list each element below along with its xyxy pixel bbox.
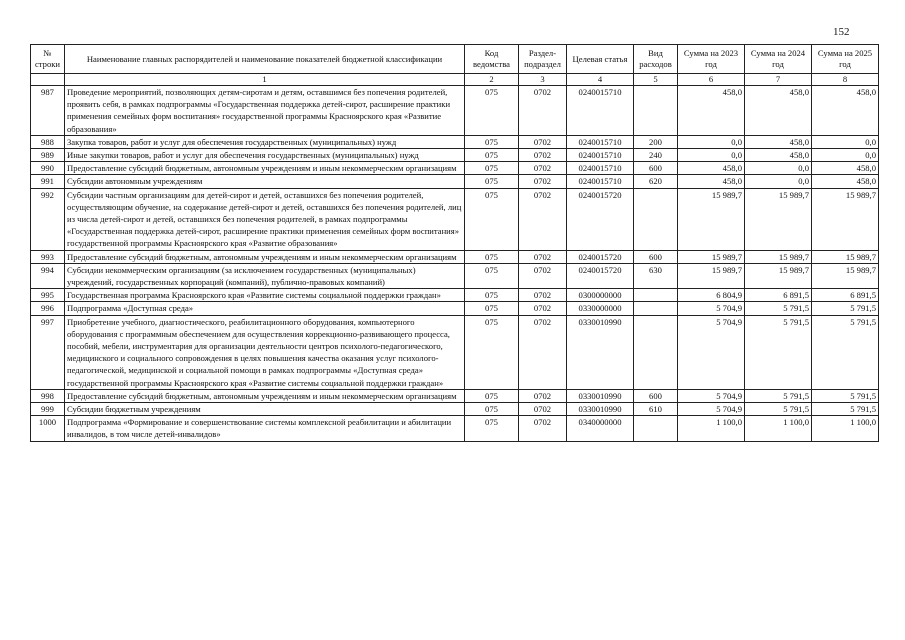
row-name: Иные закупки товаров, работ и услуг для обеспечения государственных (муниципальных) нужд [65, 149, 465, 162]
budget-table [30, 44, 879, 442]
row-name: Субсидии бюджетным учреждениям [65, 403, 465, 416]
row-expense-type: 610 [634, 403, 678, 416]
row-name: Подпрограмма «Доступная среда» [65, 302, 465, 315]
row-expense-type: 240 [634, 149, 678, 162]
row-name: Приобретение учебного, диагностического, реабилитационного оборудования, компьютерного оборудования с программным обеспечением для осуществления коррекционно-развивающего процесса, пособий, мебели, инструментария для организации деятельности центров психолого-педагогического, медицинского и социального сопровождения в целях повышения качества оказания услуг психолого-педагогической, медицинской и социальной помощи в рамках подпрограммы «Доступная среда» государственной программы Красноярского края «Развитие системы социальной поддержки граждан» [65, 315, 465, 389]
row-number: 1000 [31, 416, 65, 441]
row-expense-type [634, 315, 678, 389]
row-number: 991 [31, 175, 65, 188]
row-sum-2024: 0,0 [745, 175, 812, 188]
row-section: 0702 [519, 250, 567, 263]
header-row-number: № строки [31, 45, 65, 74]
row-number: 990 [31, 162, 65, 175]
row-sum-2024: 458,0 [745, 86, 812, 136]
row-target-article: 0330000000 [567, 302, 634, 315]
row-sum-2024: 15 989,7 [745, 188, 812, 250]
page-number: 152 [833, 26, 850, 38]
header-department-code: Код ведомства [465, 45, 519, 74]
row-department-code: 075 [465, 135, 519, 148]
row-sum-2024: 0,0 [745, 162, 812, 175]
row-number: 988 [31, 135, 65, 148]
row-number: 994 [31, 263, 65, 288]
row-section: 0702 [519, 188, 567, 250]
row-name: Субсидии частным организациям для детей-сирот и детей, оставшихся без попечения родителей, осуществляющим обучение, на содержание детей-сирот и детей, оставшихся без попечения родителей, лиц из числа детей-сирот и детей, оставшихся без попечения родителей, в рамках подпрограммы «Государственная поддержка детей-сирот, расширение практики применения семейных форм воспитания» государственной программы Красноярского края «Развитие образования» [65, 188, 465, 250]
row-sum-2024: 1 100,0 [745, 416, 812, 441]
column-index: 1 [65, 74, 465, 86]
header-section: Раздел-подраздел [519, 45, 567, 74]
row-department-code: 075 [465, 149, 519, 162]
row-sum-2025: 5 791,5 [812, 389, 879, 402]
row-number: 996 [31, 302, 65, 315]
row-name: Государственная программа Красноярского края «Развитие системы социальной поддержки граждан» [65, 289, 465, 302]
row-sum-2023: 458,0 [678, 86, 745, 136]
row-target-article: 0330010990 [567, 403, 634, 416]
row-sum-2024: 15 989,7 [745, 263, 812, 288]
row-sum-2023: 5 704,9 [678, 403, 745, 416]
row-section: 0702 [519, 135, 567, 148]
header-name: Наименование главных распорядителей и наименование показателей бюджетной классификации [65, 45, 465, 74]
row-target-article: 0300000000 [567, 289, 634, 302]
row-sum-2025: 458,0 [812, 86, 879, 136]
row-name: Предоставление субсидий бюджетным, автономным учреждениям и иным некоммерческим организациям [65, 250, 465, 263]
row-sum-2025: 1 100,0 [812, 416, 879, 441]
row-number: 992 [31, 188, 65, 250]
row-department-code: 075 [465, 250, 519, 263]
row-number: 995 [31, 289, 65, 302]
header-sum-2025: Сумма на 2025 год [812, 45, 879, 74]
row-target-article: 0240015720 [567, 188, 634, 250]
row-sum-2023: 0,0 [678, 149, 745, 162]
row-target-article: 0240015720 [567, 263, 634, 288]
table-header-row [31, 45, 879, 74]
row-section: 0702 [519, 403, 567, 416]
row-name: Проведение мероприятий, позволяющих детям-сиротам и детям, оставшимся без попечения родителей, проявить себя, в рамках подпрограммы «Государственная поддержка детей-сирот, расширение практики применения семейных форм воспитания» государственной программы Красноярского края «Развитие образования» [65, 86, 465, 136]
row-department-code: 075 [465, 162, 519, 175]
row-target-article: 0330010990 [567, 389, 634, 402]
row-number: 999 [31, 403, 65, 416]
row-target-article: 0240015720 [567, 250, 634, 263]
row-expense-type [634, 86, 678, 136]
row-number: 997 [31, 315, 65, 389]
row-department-code: 075 [465, 289, 519, 302]
row-section: 0702 [519, 389, 567, 402]
row-expense-type [634, 416, 678, 441]
table-row [31, 416, 879, 441]
row-sum-2025: 458,0 [812, 162, 879, 175]
row-sum-2025: 15 989,7 [812, 250, 879, 263]
table-row [31, 289, 879, 302]
table-row [31, 175, 879, 188]
row-section: 0702 [519, 289, 567, 302]
row-expense-type: 600 [634, 162, 678, 175]
row-target-article: 0340000000 [567, 416, 634, 441]
table-row [31, 149, 879, 162]
row-sum-2024: 458,0 [745, 149, 812, 162]
column-index: 6 [678, 74, 745, 86]
row-sum-2024: 5 791,5 [745, 403, 812, 416]
row-department-code: 075 [465, 263, 519, 288]
row-number: 987 [31, 86, 65, 136]
row-sum-2023: 1 100,0 [678, 416, 745, 441]
row-department-code: 075 [465, 416, 519, 441]
row-department-code: 075 [465, 175, 519, 188]
row-section: 0702 [519, 416, 567, 441]
table-row [31, 188, 879, 250]
row-sum-2025: 5 791,5 [812, 315, 879, 389]
table-row [31, 302, 879, 315]
row-section: 0702 [519, 175, 567, 188]
row-department-code: 075 [465, 315, 519, 389]
column-index: 3 [519, 74, 567, 86]
table-row [31, 135, 879, 148]
row-sum-2023: 15 989,7 [678, 263, 745, 288]
header-expense-type: Вид расходов [634, 45, 678, 74]
row-number: 993 [31, 250, 65, 263]
header-target-article: Целевая статья [567, 45, 634, 74]
row-section: 0702 [519, 315, 567, 389]
row-section: 0702 [519, 162, 567, 175]
row-target-article: 0240015710 [567, 135, 634, 148]
row-section: 0702 [519, 263, 567, 288]
row-name: Субсидии автономным учреждениям [65, 175, 465, 188]
table-row [31, 389, 879, 402]
row-expense-type: 620 [634, 175, 678, 188]
row-sum-2024: 5 791,5 [745, 389, 812, 402]
table-row [31, 263, 879, 288]
row-sum-2023: 458,0 [678, 175, 745, 188]
column-index: 8 [812, 74, 879, 86]
row-target-article: 0330010990 [567, 315, 634, 389]
row-department-code: 075 [465, 302, 519, 315]
column-index: 5 [634, 74, 678, 86]
column-index: 7 [745, 74, 812, 86]
table-row [31, 403, 879, 416]
row-expense-type: 600 [634, 389, 678, 402]
row-sum-2025: 0,0 [812, 135, 879, 148]
table-row [31, 86, 879, 136]
row-number: 989 [31, 149, 65, 162]
row-expense-type: 600 [634, 250, 678, 263]
row-expense-type [634, 289, 678, 302]
row-section: 0702 [519, 86, 567, 136]
column-index: 2 [465, 74, 519, 86]
row-name: Субсидии некоммерческим организациям (за исключением государственных (муниципальных) учреждений, государственных корпораций (компаний), публично-правовых компаний) [65, 263, 465, 288]
row-name: Закупка товаров, работ и услуг для обеспечения государственных (муниципальных) нужд [65, 135, 465, 148]
row-sum-2025: 6 891,5 [812, 289, 879, 302]
row-sum-2023: 5 704,9 [678, 389, 745, 402]
table-row [31, 162, 879, 175]
row-sum-2023: 5 704,9 [678, 315, 745, 389]
table-row [31, 315, 879, 389]
row-sum-2023: 15 989,7 [678, 188, 745, 250]
row-sum-2024: 15 989,7 [745, 250, 812, 263]
row-expense-type: 200 [634, 135, 678, 148]
header-sum-2024: Сумма на 2024 год [745, 45, 812, 74]
row-sum-2025: 458,0 [812, 175, 879, 188]
row-name: Предоставление субсидий бюджетным, автономным учреждениям и иным некоммерческим организациям [65, 162, 465, 175]
row-target-article: 0240015710 [567, 162, 634, 175]
row-sum-2025: 0,0 [812, 149, 879, 162]
column-index-row [31, 74, 879, 86]
column-index [31, 74, 65, 86]
header-sum-2023: Сумма на 2023 год [678, 45, 745, 74]
row-sum-2025: 5 791,5 [812, 403, 879, 416]
row-target-article: 0240015710 [567, 86, 634, 136]
row-section: 0702 [519, 149, 567, 162]
row-name: Предоставление субсидий бюджетным, автономным учреждениям и иным некоммерческим организациям [65, 389, 465, 402]
row-sum-2024: 5 791,5 [745, 315, 812, 389]
row-target-article: 0240015710 [567, 149, 634, 162]
row-sum-2024: 5 791,5 [745, 302, 812, 315]
row-sum-2023: 5 704,9 [678, 302, 745, 315]
row-sum-2025: 5 791,5 [812, 302, 879, 315]
row-section: 0702 [519, 302, 567, 315]
row-expense-type: 630 [634, 263, 678, 288]
row-department-code: 075 [465, 389, 519, 402]
row-sum-2023: 0,0 [678, 135, 745, 148]
row-department-code: 075 [465, 86, 519, 136]
row-sum-2023: 458,0 [678, 162, 745, 175]
row-department-code: 075 [465, 403, 519, 416]
row-sum-2023: 15 989,7 [678, 250, 745, 263]
row-target-article: 0240015710 [567, 175, 634, 188]
row-sum-2023: 6 804,9 [678, 289, 745, 302]
row-sum-2024: 458,0 [745, 135, 812, 148]
table-row [31, 250, 879, 263]
row-sum-2024: 6 891,5 [745, 289, 812, 302]
row-number: 998 [31, 389, 65, 402]
row-sum-2025: 15 989,7 [812, 263, 879, 288]
row-name: Подпрограмма «Формирование и совершенствование системы комплексной реабилитации и абилитации инвалидов, в том числе детей-инвалидов» [65, 416, 465, 441]
row-sum-2025: 15 989,7 [812, 188, 879, 250]
row-expense-type [634, 302, 678, 315]
column-index: 4 [567, 74, 634, 86]
row-department-code: 075 [465, 188, 519, 250]
row-expense-type [634, 188, 678, 250]
